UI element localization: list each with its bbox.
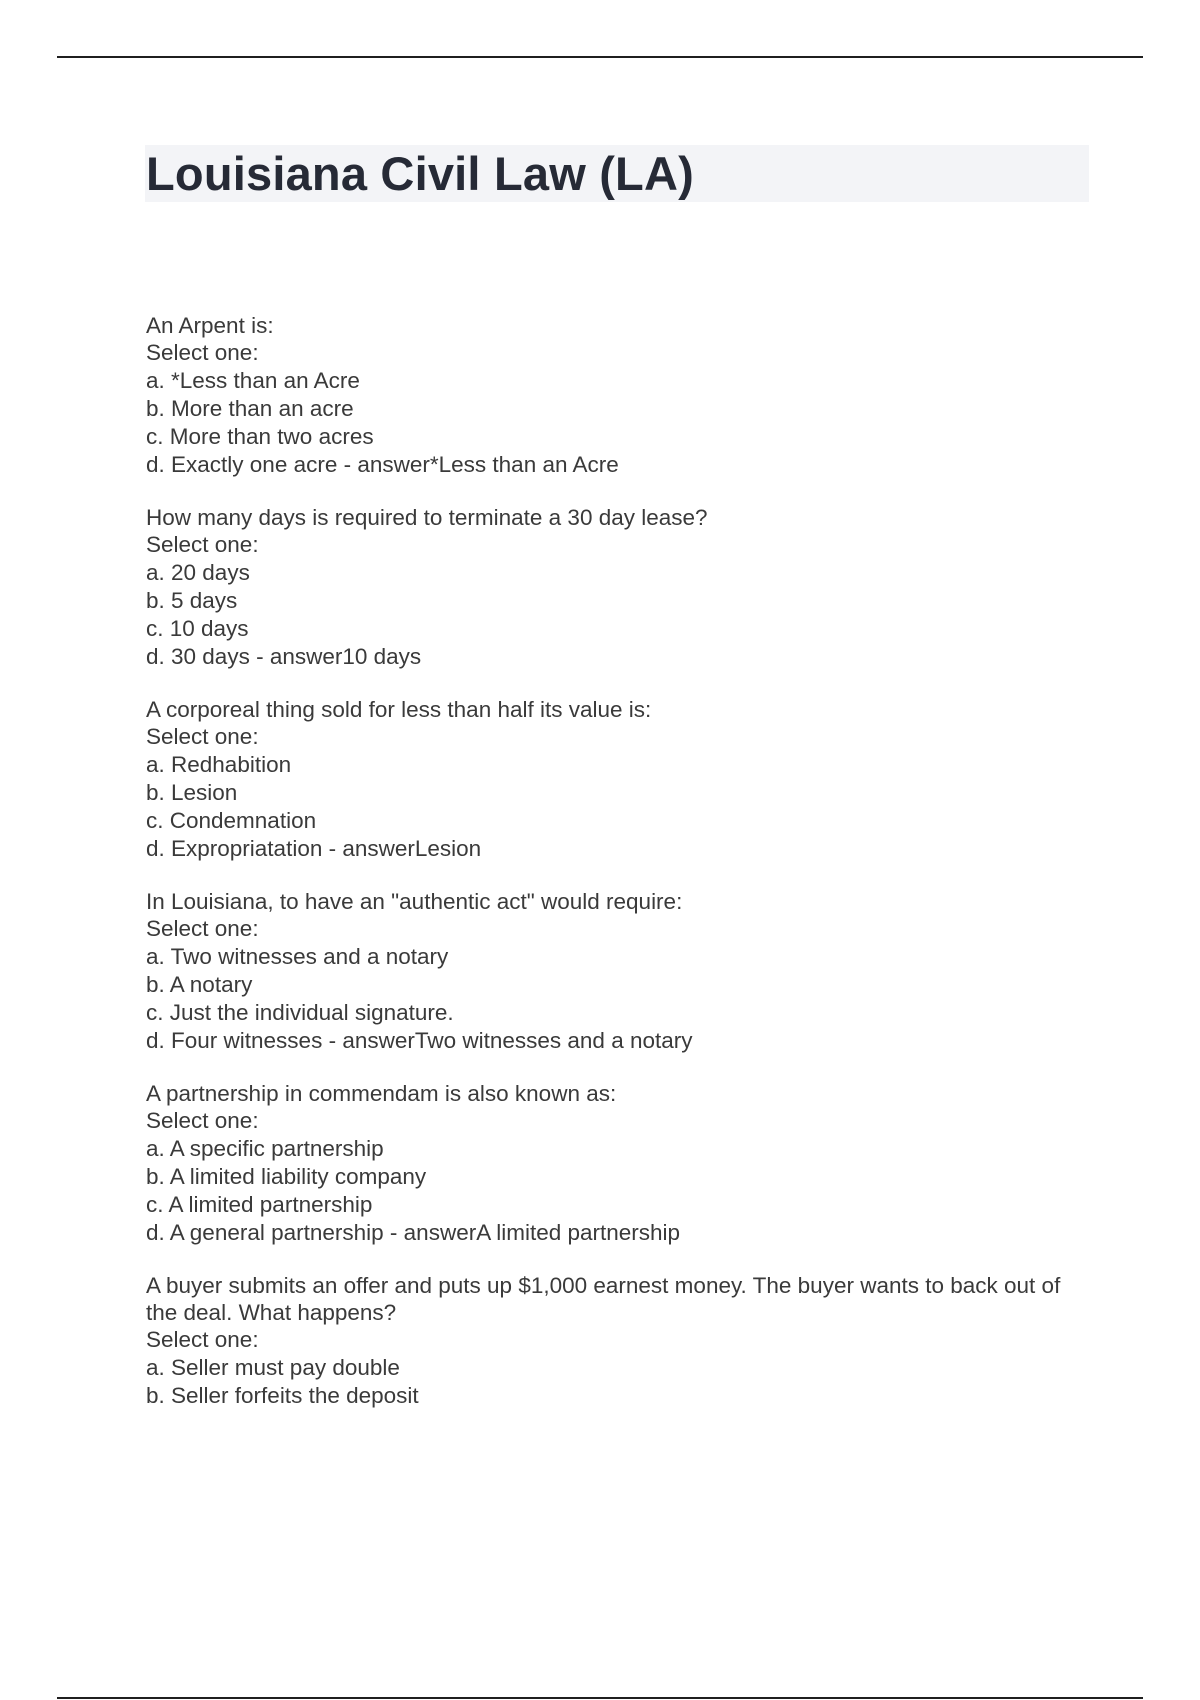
option-d-with-answer: d. Expropriatation - answerLesion bbox=[146, 836, 482, 861]
option-a: a. A specific partnership bbox=[146, 1136, 384, 1161]
option-d-with-answer: d. A general partnership - answerA limited partnership bbox=[146, 1220, 681, 1245]
option-d-with-answer: d. 30 days - answer10 days bbox=[146, 644, 422, 669]
option-b: b. A notary bbox=[146, 972, 253, 997]
question-3 bbox=[146, 696, 1086, 863]
option-c: c. Just the individual signature. bbox=[146, 1000, 454, 1025]
option-c: c. More than two acres bbox=[146, 424, 374, 449]
option-a: a. 20 days bbox=[146, 560, 250, 585]
question-instruction: Select one: bbox=[146, 340, 259, 365]
question-instruction: Select one: bbox=[146, 1108, 259, 1133]
option-c: c. 10 days bbox=[146, 616, 249, 641]
question-list bbox=[146, 312, 1086, 1435]
option-a: a. Seller must pay double bbox=[146, 1355, 400, 1380]
question-instruction: Select one: bbox=[146, 724, 259, 749]
option-b: b. 5 days bbox=[146, 588, 238, 613]
question-prompt: A partnership in commendam is also known as: bbox=[146, 1081, 617, 1106]
question-1 bbox=[146, 312, 1086, 479]
page-title: Louisiana Civil Law (LA) bbox=[146, 147, 694, 200]
option-c: c. Condemnation bbox=[146, 808, 317, 833]
question-4 bbox=[146, 888, 1086, 1055]
question-instruction: Select one: bbox=[146, 1327, 259, 1352]
question-prompt: A corporeal thing sold for less than half its value is: bbox=[146, 697, 652, 722]
question-instruction: Select one: bbox=[146, 916, 259, 941]
option-d-with-answer: d. Four witnesses - answerTwo witnesses and a notary bbox=[146, 1028, 693, 1053]
question-2 bbox=[146, 504, 1086, 671]
question-instruction: Select one: bbox=[146, 532, 259, 557]
option-c: c. A limited partnership bbox=[146, 1192, 373, 1217]
option-b: b. Lesion bbox=[146, 780, 238, 805]
option-a: a. *Less than an Acre bbox=[146, 368, 360, 393]
option-a: a. Two witnesses and a notary bbox=[146, 944, 449, 969]
question-6 bbox=[146, 1272, 1086, 1410]
question-prompt: How many days is required to terminate a 30 day lease? bbox=[146, 505, 708, 530]
option-a: a. Redhabition bbox=[146, 752, 292, 777]
option-b: b. More than an acre bbox=[146, 396, 354, 421]
option-b: b. Seller forfeits the deposit bbox=[146, 1383, 419, 1408]
bottom-rule bbox=[57, 1697, 1143, 1699]
top-rule bbox=[57, 56, 1143, 58]
question-prompt: An Arpent is: bbox=[146, 313, 274, 338]
option-d-with-answer: d. Exactly one acre - answer*Less than an Acre bbox=[146, 452, 619, 477]
question-prompt: In Louisiana, to have an "authentic act" would require: bbox=[146, 889, 683, 914]
question-prompt: A buyer submits an offer and puts up $1,000 earnest money. The buyer wants to back out of the deal. What happens? bbox=[146, 1273, 1061, 1325]
question-5 bbox=[146, 1080, 1086, 1247]
option-b: b. A limited liability company bbox=[146, 1164, 427, 1189]
